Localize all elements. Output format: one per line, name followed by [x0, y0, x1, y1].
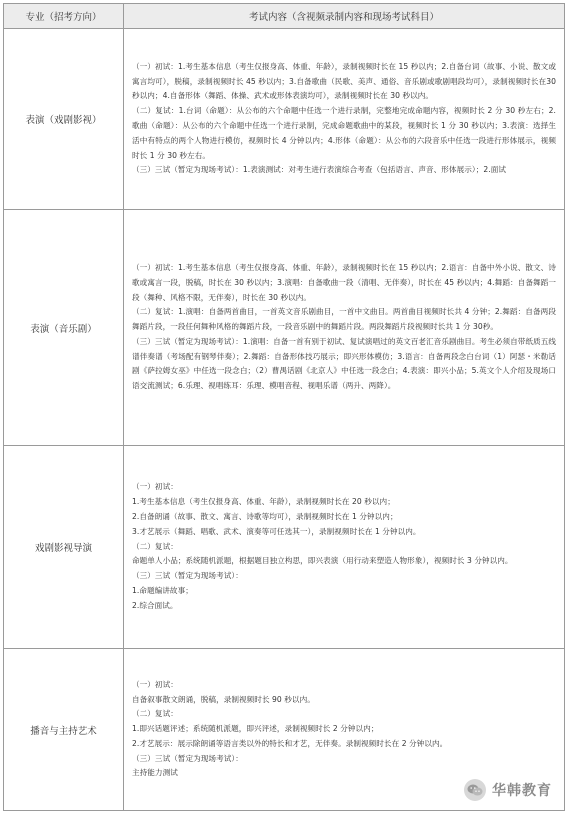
row-major: 播音与主持艺术: [4, 649, 124, 810]
watermark: [464, 779, 552, 801]
row-line: （二）复试：: [132, 709, 178, 719]
row-line: 命题单人小品；系统随机派题，根据题目独立构思，即兴表演（用行动来塑造人物形象），视频时长 3 分钟以内。: [132, 556, 513, 566]
row-line: （一）初试：: [132, 679, 178, 689]
row-line: 1.命题编讲故事；: [132, 585, 193, 595]
row-line: （一）初试：1.考生基本信息（考生仅报身高、体重、年龄），录制视频时长在 15 秒以内；2.自备台词（故事、小说、散文或寓言均可），脱稿，录制视频时长 45 秒以内；3.自备歌曲（民歌、美声、通俗、音乐剧或歌剧唱段均可），录制视频时长在30秒以内；4.自备形体（舞蹈、体操、武术或形体表演均可），录制视频时长在 30 秒以内。: [132, 61, 556, 101]
table-row: [4, 210, 564, 446]
row-content: [132, 210, 556, 445]
row-line: （三）三试（暂定为现场考试）：: [132, 571, 243, 581]
row-major: 表演（音乐剧）: [4, 210, 124, 445]
wechat-icon: [464, 779, 486, 801]
table-row: [4, 446, 564, 649]
row-line: （三）三试（暂定为现场考试）：1.表演测试：对考生进行表演综合考查（包括语言、声音、形体展示）；2.面试: [132, 165, 506, 175]
row-major: 戏剧影视导演: [4, 446, 124, 648]
header-content: 考试内容（含视频录制内容和现场考试科目）: [248, 12, 439, 23]
row-line: 2.综合面试。: [132, 600, 178, 610]
row-line: （一）初试：1.考生基本信息（考生仅报身高、体重、年龄），录制视频时长在 15 秒以内；2.语言：自备中外小说、散文、诗歌或寓言一段，脱稿，时长在 30 秒以内；3.演唱：自备歌曲一段（清唱、无伴奏），时长在 45 秒以内；4.舞蹈：自备舞蹈一段（舞种、风格不限，无伴奏），时长在 30 秒以内。: [132, 262, 556, 302]
watermark-text: 华韩教育: [492, 783, 552, 799]
row-line: （二）复试：1.台词（命题）：从公布的六个命题中任选一个进行录制，完整地完成命题内容，视频时长 2 分 30 秒左右；2.歌曲（命题）：从公布的六个命题中任选一个进行录制，完成命题歌曲中的某段，视频时长 1 分 30 秒以内；3.表演：选择生活中有特点的两个人物进行模仿，视频时长 4 分钟以内；4.形体（命题）：从公布的六段音乐中任选一段进行形体展示，视频时长 1 分 30 秒左右。: [132, 106, 556, 160]
row-line: （二）复试：1.演唱：自备两首曲目，一首英文音乐剧曲目，一首中文曲目。两首曲目视频时长共 4 分钟；2.舞蹈：自备两段舞蹈片段，一段任何舞种风格的舞蹈片段，一段音乐剧中的舞蹈片段。两段舞蹈片段视频时长共 1 分 30秒。: [132, 307, 556, 332]
row-line: （二）复试：: [132, 541, 178, 551]
row-line: （三）三试（暂定为现场考试）：: [132, 753, 243, 763]
row-content: [132, 29, 556, 209]
row-line: （一）初试：: [132, 482, 178, 492]
header-major: 专业（招考方向）: [4, 4, 124, 28]
row-line: 主持能力测试: [132, 768, 178, 778]
table-row: [4, 29, 564, 210]
row-major: 表演（戏剧影视）: [4, 29, 124, 209]
row-line: 自备叙事散文朗诵，脱稿，录制视频时长 90 秒以内。: [132, 694, 315, 704]
row-line: （三）三试（暂定为现场考试）：1.演唱：自备一首有别于初试、复试演唱过的英文百老汇音乐剧曲目。考生必须自带纸质五线谱伴奏谱（考场配有钢琴伴奏）；2.舞蹈：自备形体技巧展示；即兴形体模仿；3.语言：自备两段念白台词（1）阿瑟・米勒话剧《萨拉姆女巫》中任选一段念白；（2）曹禺话剧《北京人》中任选一段念白；4.表演：即兴小品；5.英文个人介绍及现场口语交流测试；6.乐理、视唱练耳：乐理、模唱音程、视唱乐谱（两升、两降）。: [132, 336, 556, 391]
row-content: [132, 446, 556, 648]
row-line: 1.即兴话题评述；系统随机派题，即兴评述，录制视频时长 2 分钟以内；: [132, 724, 379, 734]
row-line: 2.才艺展示：展示除朗诵等语言类以外的特长和才艺，无伴奏。录制视频时长在 2 分钟以内。: [132, 738, 448, 748]
row-line: 2.自备朗诵（故事、散文、寓言、诗歌等均可），录制视频时长在 1 分钟以内；: [132, 512, 398, 521]
table-header-row: [4, 4, 564, 29]
row-line: 1.考生基本信息（考生仅报身高、体重、年龄），录制视频时长在 20 秒以内；: [132, 497, 395, 507]
row-line: 3.才艺展示（舞蹈、唱歌、武术、演奏等可任选其一），录制视频时长在 1 分钟以内。: [132, 526, 421, 536]
exam-table: [3, 3, 565, 811]
